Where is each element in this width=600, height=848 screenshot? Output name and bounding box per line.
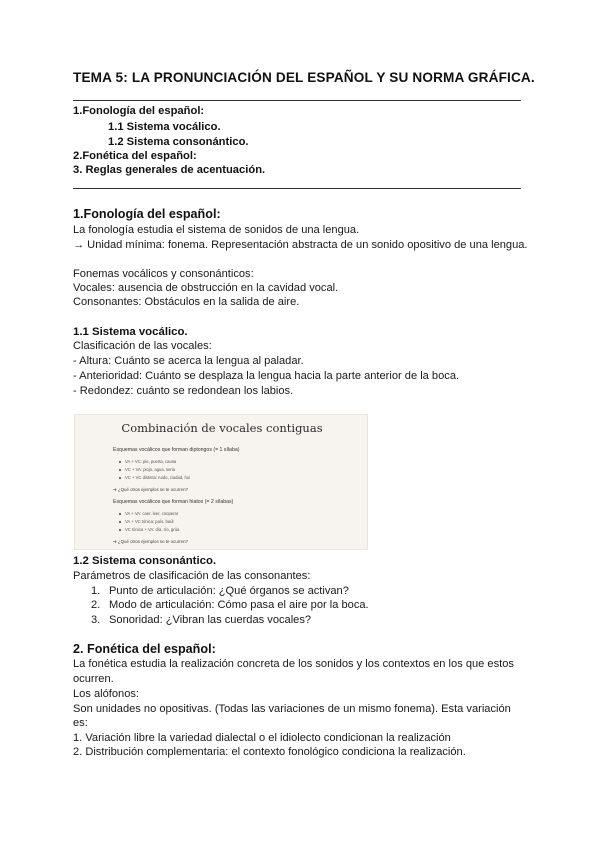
paragraph-line: La fonética estudia la realización concreta de los sonidos y los contextos en los que estos bbox=[73, 658, 514, 670]
paragraph-line: Fonemas vocálicos y consonánticos: bbox=[73, 268, 254, 280]
divider-line bbox=[73, 100, 521, 101]
slide-bullet: VA + VC tónica: país, baúl bbox=[119, 519, 173, 524]
paragraph-line: Son unidades no opositivas. (Todas las variaciones de un mismo fonema). Esta variación bbox=[73, 703, 511, 715]
slide-image bbox=[74, 414, 368, 550]
section-heading-consonantico: 1.2 Sistema consonántico. bbox=[73, 555, 217, 567]
slide-bullet: VC + VC distinta: ruido, ciudad, hui bbox=[119, 475, 190, 480]
section-heading-vocalico: 1.1 Sistema vocálico. bbox=[73, 326, 188, 338]
page-title: TEMA 5: LA PRONUNCIACIÓN DEL ESPAÑOL Y SU NORMA GRÁFICA. bbox=[73, 70, 535, 85]
slide-bullet: VC tónica + VA: día, río, grúa bbox=[119, 527, 179, 532]
paragraph-line: - Anterioridad: Cuánto se desplaza la lengua hacia la parte anterior de la boca. bbox=[73, 370, 460, 382]
toc-item-2: 2.Fonética del español: bbox=[73, 150, 197, 162]
section-heading-fonetica: 2. Fonética del español: bbox=[73, 642, 216, 656]
paragraph-line: 2. Distribución complementaria: el contexto fonológico condiciona la realización. bbox=[73, 746, 466, 758]
slide-question: ➜ ¿Qué otros ejemplos se te ocurren? bbox=[113, 487, 188, 492]
list-item: Sonoridad: ¿Vibran las cuerdas vocales? bbox=[109, 614, 312, 626]
toc-item-3: 3. Reglas generales de acentuación. bbox=[73, 164, 266, 176]
slide-bullet: VA + VA: caer, leer, cooperar bbox=[119, 511, 178, 516]
list-number: 1. bbox=[91, 585, 101, 597]
paragraph-line: Los alófonos: bbox=[73, 688, 139, 700]
paragraph-line: ocurren. bbox=[73, 673, 114, 685]
paragraph-line: 1. Variación libre la variedad dialectal o el idiolecto condicionan la realización bbox=[73, 732, 451, 744]
list-number: 3. bbox=[91, 614, 101, 626]
slide-question: ➜ ¿Qué otros ejemplos se te ocurren? bbox=[113, 539, 188, 544]
slide-bullet: VA + VC: pie, puerta, causa bbox=[119, 459, 176, 464]
list-number: 2. bbox=[91, 599, 101, 611]
paragraph-line: - Redondez: cuánto se redondean los labios. bbox=[73, 385, 294, 397]
paragraph-line: → Unidad mínima: fonema. Representación abstracta de un sonido opositivo de una lengua. bbox=[73, 239, 528, 251]
slide-hiatos-heading: Esquemas vocálicos que forman hiatos (= 2 sílabas) bbox=[113, 499, 234, 505]
toc-item-1-2: 1.2 Sistema consonántico. bbox=[108, 136, 249, 148]
paragraph-line: - Altura: Cuánto se acerca la lengua al paladar. bbox=[73, 355, 304, 367]
list-item: Modo de articulación: Cómo pasa el aire por la boca. bbox=[109, 599, 369, 611]
list-item: Punto de articulación: ¿Qué órganos se activan? bbox=[109, 585, 349, 597]
divider-line bbox=[73, 188, 521, 189]
toc-item-1: 1.Fonología del español: bbox=[73, 105, 205, 117]
paragraph-line: Parámetros de clasificación de las consonantes: bbox=[73, 570, 311, 582]
paragraph-line: La fonología estudia el sistema de sonidos de una lengua. bbox=[73, 224, 360, 236]
paragraph-line: Consonantes: Obstáculos en la salida de aire. bbox=[73, 296, 300, 308]
paragraph-line: es: bbox=[73, 717, 88, 729]
toc-item-1-1: 1.1 Sistema vocálico. bbox=[108, 121, 221, 133]
slide-bullet: VC + VA: piojo, agua, seria bbox=[119, 467, 175, 472]
section-heading-fonologia: 1.Fonología del español: bbox=[73, 207, 221, 221]
paragraph-line: Clasificación de las vocales: bbox=[73, 340, 212, 352]
paragraph-line: Vocales: ausencia de obstrucción en la cavidad vocal. bbox=[73, 282, 339, 294]
slide-diptongos-heading: Esquemas vocálicos que forman diptongos (= 1 sílaba) bbox=[113, 447, 240, 453]
slide-title: Combinación de vocales contiguas bbox=[121, 421, 323, 435]
